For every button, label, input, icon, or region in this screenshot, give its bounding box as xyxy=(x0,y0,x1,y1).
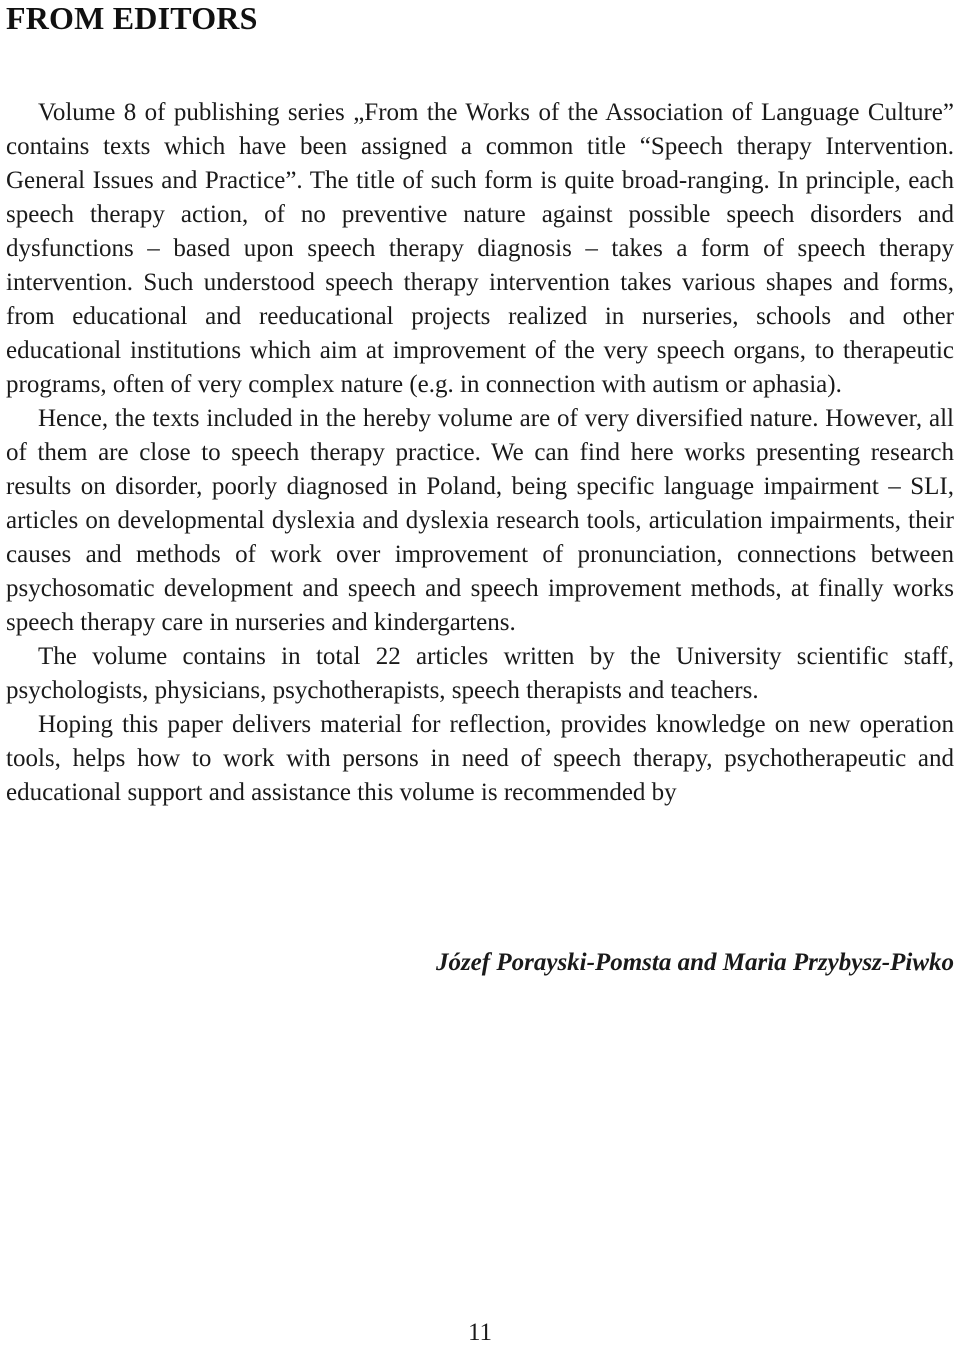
paragraph-recommendation: Hoping this paper delivers material for reflection, provides knowledge on new operation tools, helps how to work with persons in need of speech therapy, psychotherapeutic and educational support and assistance this volume is recommended by xyxy=(6,711,954,806)
editors-signature: Józef Porayski-Pomsta and Maria Przybysz-Piwko xyxy=(435,949,954,976)
paragraph-intro: Volume 8 of publishing series „From the Works of the Association of Language Culture” contains texts which have been assigned a common title “Speech therapy Intervention. General Issues and Practice”. The title of such form is quite broad-ranging. In principle, each speech therapy action, of no preventive nature against possible speech disorders and dysfunctions – based upon speech therapy diagnosis – takes a form of speech therapy intervention. Such understood speech therapy intervention takes various shapes and forms, from educational and reeducational projects realized in nurseries, schools and other educational institutions which aim at improvement of the very speech organs, to therapeutic programs, often of very complex nature (e.g. in connection with autism or aphasia). xyxy=(6,99,954,398)
document-page xyxy=(6,0,954,1352)
paragraph-contents: Hence, the texts included in the hereby volume are of very diversified nature. However, all of them are close to speech therapy practice. We can find here works presenting research results on disorder, poorly diagnosed in Poland, being specific language impairment – SLI, articles on developmental dyslexia and dyslexia research tools, articulation impairments, their causes and methods of work over improvement of pronunciation, connections between psychosomatic development and speech and speech improvement methods, at finally works speech therapy care in nurseries and kindergartens. xyxy=(6,405,954,636)
section-heading: FROM EDITORS xyxy=(6,0,258,36)
paragraph-articles-count: The volume contains in total 22 articles written by the University scientific staff, psychologists, physicians, psychotherapists, speech therapists and teachers. xyxy=(6,643,954,704)
page-number: 11 xyxy=(467,1319,493,1346)
body-text xyxy=(6,96,954,810)
